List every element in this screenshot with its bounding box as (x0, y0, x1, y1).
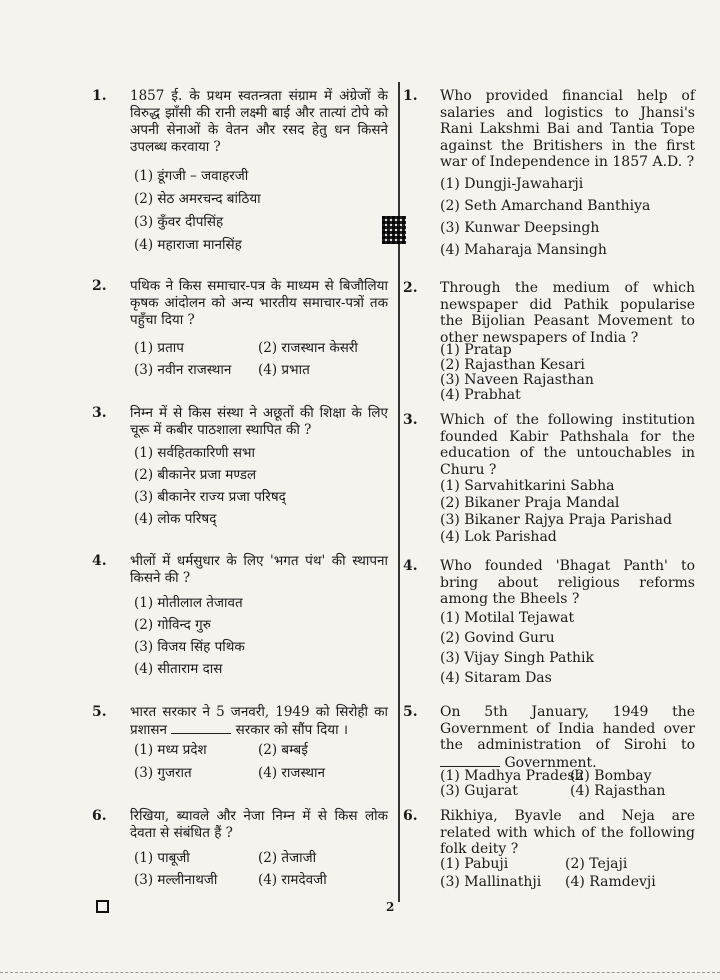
option: (3) Mallinathji (440, 874, 542, 890)
question-stem: Through the medium of which newspaper did Pathik popularise the Bijolian Peasant Movement to other newspapers of India ? (440, 280, 695, 346)
question-stem: पथिक ने किस समाचार-पत्र के माध्यम से बिजौलिया कृषक आंदोलन को अन्य भारतीय समाचार-पत्रों तक पहुँचा दिया ? (130, 278, 388, 328)
option: (2) Bombay (570, 768, 652, 784)
option: (4) लोक परिषद् (134, 511, 217, 527)
option: (3) Naveen Rajasthan (440, 372, 594, 388)
option: (4) प्रभात (258, 362, 310, 378)
option: (4) Prabhat (440, 387, 521, 403)
option: (2) Govind Guru (440, 630, 555, 646)
square-marker-icon (96, 900, 109, 913)
question-number: 3. (403, 412, 418, 428)
option: (2) Tejaji (565, 856, 628, 872)
answer-blank (171, 721, 231, 734)
question-number: 6. (403, 808, 418, 824)
option: (4) राजस्थान (258, 765, 326, 781)
option: (4) सीताराम दास (134, 661, 223, 677)
question-number: 4. (403, 558, 418, 574)
option: (1) पाबूजी (134, 850, 190, 866)
option: (1) Sarvahitkarini Sabha (440, 478, 615, 494)
page-number: 2 (386, 900, 395, 914)
option: (4) Sitaram Das (440, 670, 552, 686)
option: (1) डूंगजी – जवाहरजी (134, 168, 249, 184)
question-number: 5. (403, 704, 418, 720)
answer-blank (440, 754, 500, 767)
question-number: 1. (92, 88, 107, 104)
option: (4) Ramdevji (565, 874, 656, 890)
option: (4) Rajasthan (570, 783, 666, 799)
column-divider (398, 82, 400, 902)
option: (1) सर्वहितकारिणी सभा (134, 445, 255, 461)
question-stem (130, 704, 388, 739)
option: (4) Maharaja Mansingh (440, 242, 607, 258)
question-stem: निम्न में से किस संस्था ने अछूतों की शिक्षा के लिए चूरू में कबीर पाठशाला स्थापित की ? (130, 405, 388, 438)
option: (1) Motilal Tejawat (440, 610, 575, 626)
question-number: 3. (92, 405, 107, 421)
option: (2) राजस्थान केसरी (258, 340, 358, 356)
option: (3) गुजरात (134, 765, 192, 781)
question-number: 4. (92, 553, 107, 569)
option: (1) Madhya Pradesh (440, 768, 584, 784)
question-stem-part: On 5th January, 1949 the Government of India handed over the administration of Sirohi to (440, 704, 695, 753)
option: (3) Vijay Singh Pathik (440, 650, 594, 666)
question-stem (440, 704, 695, 771)
question-number: 2. (92, 278, 107, 294)
bottom-edge (0, 972, 720, 973)
question-stem: Who founded 'Bhagat Panth' to bring about religious reforms among the Bheels ? (440, 558, 695, 607)
question-number: 2. (403, 280, 418, 296)
option: (2) बम्बई (258, 742, 308, 758)
option: (2) Bikaner Praja Mandal (440, 495, 620, 511)
option: (3) नवीन राजस्थान (134, 362, 232, 378)
question-stem: Which of the following institution founded Kabir Pathshala for the education of the untouchables in Churu ? (440, 412, 695, 478)
option: (2) Rajasthan Kesari (440, 357, 585, 373)
question-stem: Who provided financial help of salaries and logistics to Jhansi's Rani Lakshmi Bai and Tantia Tope against the Britishers in the first war of Independence in 1857 A.D. ? (440, 88, 695, 170)
qr-code (382, 216, 406, 244)
option: (3) बीकानेर राज्य प्रजा परिषद् (134, 489, 286, 505)
option: (1) प्रताप (134, 340, 184, 356)
option: (4) महाराजा मानसिंह (134, 237, 242, 253)
question-number: 5. (92, 704, 107, 720)
option: (3) मल्लीनाथजी (134, 872, 218, 888)
option: (1) मध्य प्रदेश (134, 742, 207, 758)
option: (4) Lok Parishad (440, 529, 557, 545)
option: (3) विजय सिंह पथिक (134, 639, 245, 655)
option: (2) गोविन्द गुरु (134, 617, 211, 633)
question-stem: रिखिया, ब्यावले और नेजा निम्न में से किस लोक देवता से संबंधित हैं ? (130, 808, 388, 841)
question-stem: 1857 ई. के प्रथम स्वतन्त्रता संग्राम में अंग्रेजों के विरुद्ध झाँसी की रानी लक्ष्मी बाई और तात्यां टोपे को अपनी सेनाओं के वेतन और रसद हेतु धन किसने उपलब्ध करवाया ? (130, 88, 388, 155)
option: (4) रामदेवजी (258, 872, 327, 888)
option: (3) Bikaner Rajya Praja Parishad (440, 512, 672, 528)
question-stem-part: भारत सरकार ने 5 जनवरी, 1949 को सिरोही का प्रशासन (130, 704, 388, 738)
option: (2) Seth Amarchand Banthiya (440, 198, 651, 214)
option: (1) Pabuji (440, 856, 509, 872)
option: (1) Pratap (440, 342, 512, 358)
question-number: 1. (403, 88, 418, 104)
option: (3) Gujarat (440, 783, 518, 799)
option: (1) Dungji-Jawaharji (440, 176, 584, 192)
question-stem: Rikhiya, Byavle and Neja are related with which of the following folk deity ? (440, 808, 695, 857)
question-stem: भीलों में धर्मसुधार के लिए 'भगत पंथ' की स्थापना किसने की ? (130, 553, 388, 586)
option: (3) Kunwar Deepsingh (440, 220, 600, 236)
question-stem-part: सरकार को सौंप दिया । (235, 722, 349, 738)
option: (2) तेजाजी (258, 850, 317, 866)
option: (1) मोतीलाल तेजावत (134, 595, 243, 611)
option: (2) बीकानेर प्रजा मण्डल (134, 467, 257, 483)
option: (2) सेठ अमरचन्द बांठिया (134, 191, 261, 207)
question-number: 6. (92, 808, 107, 824)
question-stem-part: Government. (504, 754, 597, 771)
option: (3) कुँवर दीपसिंह (134, 214, 224, 230)
